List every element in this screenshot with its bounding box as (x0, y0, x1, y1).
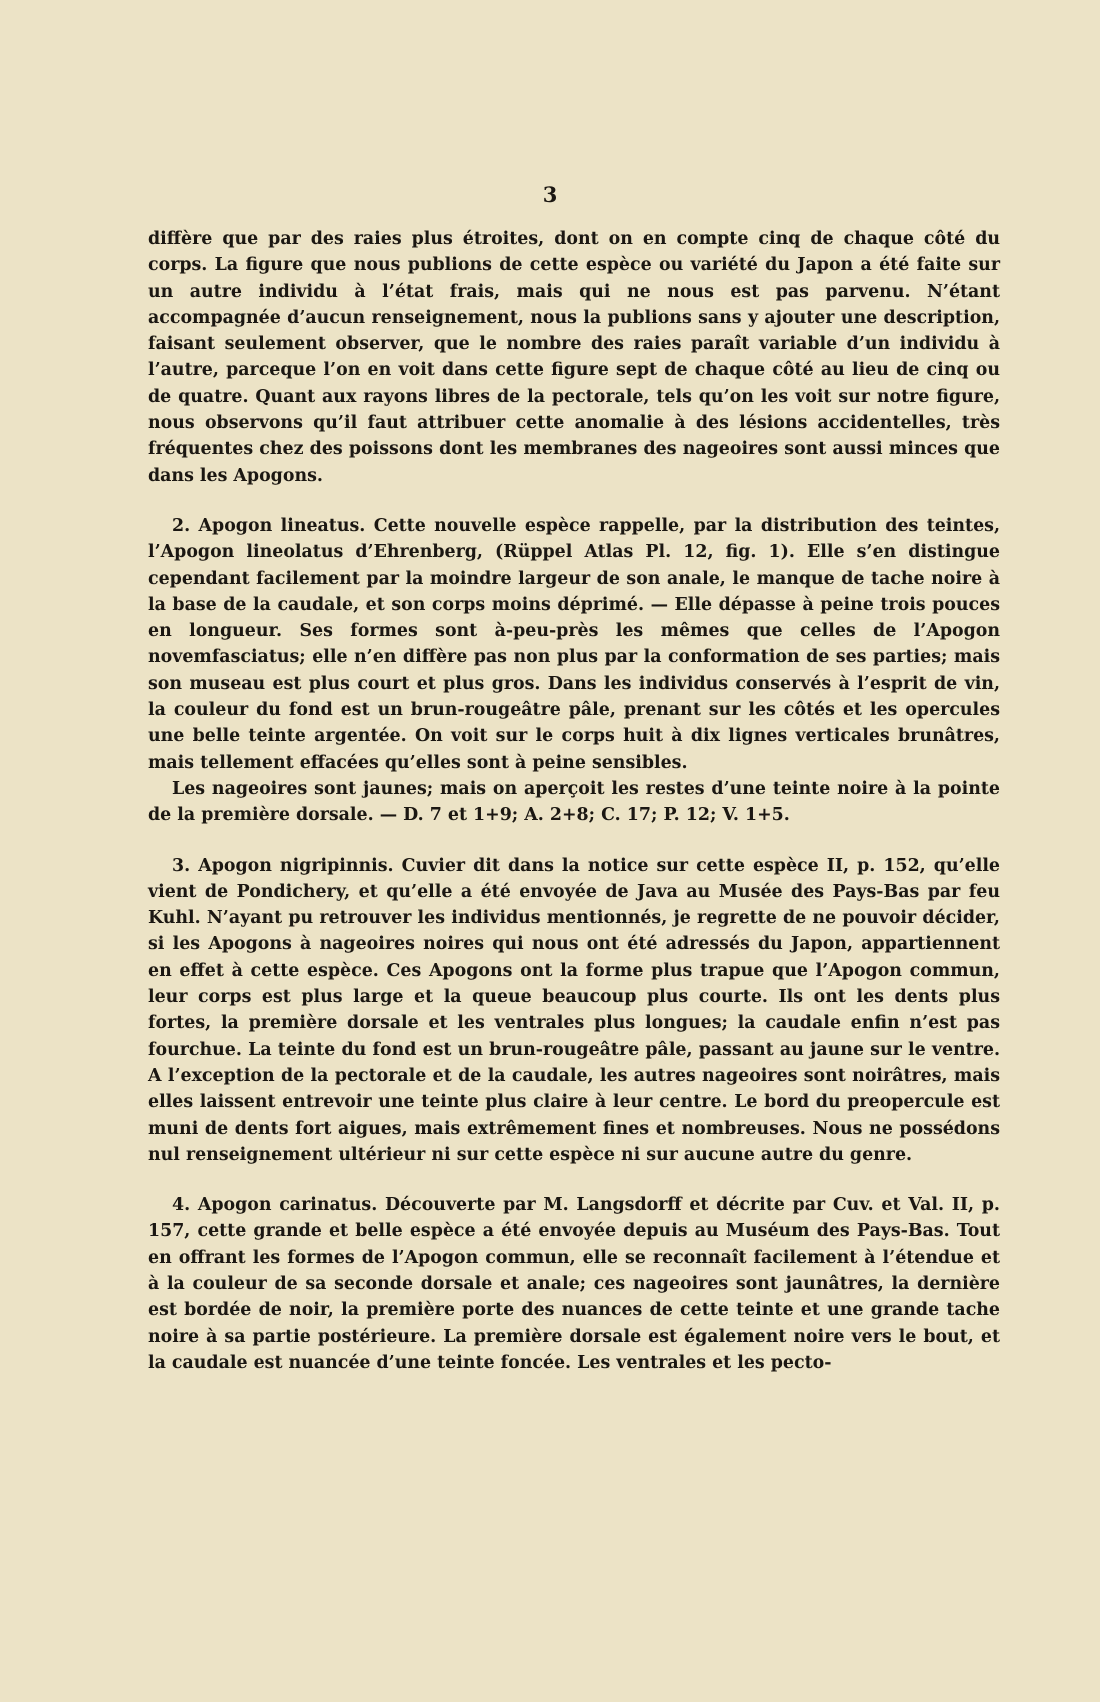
paragraph-apogon-nigripinnis: 3. Apogon nigripinnis. Cuvier dit dans la notice sur cette espèce II, p. 152, qu’elle vient de Pondichery, et qu’elle a été envoyée de Java au Musée des Pays-Bas par feu Kuhl. N’ayant pu retrouver les individus mentionnés, je regrette de ne pouvoir décider, si les Apogons à nageoires noires qui nous ont été adressés du Japon, appartiennent en effet à cette espèce. Ces Apogons ont la forme plus trapue que l’Apogon commun, leur corps est plus large et la queue beaucoup plus courte. Ils ont les dents plus fortes, la première dorsale et les ventrales plus longues; la caudale enfin n’est pas fourchue. La teinte du fond est un brun-rougeâtre pâle, passant au jaune sur le ventre. A l’exception de la pectorale et de la caudale, les autres nageoires sont noirâtres, mais elles laissent entrevoir une teinte plus claire à leur centre. Le bord du preopercule est muni de dents fort aigues, mais extrêmement fines et nombreuses. Nous ne possédons nul renseignement ultérieur ni sur cette espèce ni sur aucune autre du genre. (148, 855, 1000, 1165)
paragraph-continuation: diffère que par des raies plus étroites, dont on en compte cinq de chaque côté du corps. La figure que nous publions de cette espèce ou variété du Japon a été faite sur un autre individu à l’état frais, mais qui ne nous est pas parvenu. N’étant accompagnée d’aucun renseignement, nous la publions sans y ajouter une description, faisant seulement observer, que le nombre des raies paraît variable d’un individu à l’autre, parceque l’on en voit dans cette figure sept de chaque côté au lieu de cinq ou de quatre. Quant aux rayons libres de la pectorale, tels qu’on les voit sur notre figure, nous observons qu’il faut attribuer cette anomalie à des lésions accidentelles, très fréquentes chez des poissons dont les membranes des nageoires sont aussi minces que dans les Apogons. (148, 229, 1000, 486)
paragraph-apogon-carinatus: 4. Apogon carinatus. Découverte par M. Langsdorff et décrite par Cuv. et Val. II, p. 157, cette grande et belle espèce a été envoyée depuis au Muséum des Pays-Bas. Tout en offrant les formes de l’Apogon commun, elle se reconnaît facilement à l’étendue et à la couleur de sa seconde dorsale et anale; ces nageoires sont jaunâtres, la dernière est bordée de noir, la première porte des nuances de cette teinte et une grande tache noire à sa partie postérieure. La première dorsale est également noire vers le bout, et la caudale est nuancée d’une teinte foncée. Les ventrales et les pecto- (148, 1195, 1000, 1373)
paragraph-gap (148, 1168, 1000, 1192)
paragraph-apogon-lineatus: 2. Apogon lineatus. Cette nouvelle espèce rappelle, par la distribution des teintes, l’Apogon lineolatus d’Ehrenberg, (Rüppel Atlas Pl. 12, fig. 1). Elle s’en distingue cependant facilement par la moindre largeur de son anale, le manque de tache noire à la base de la caudale, et son corps moins déprimé. — Elle dépasse à peine trois pouces en longueur. Ses formes sont à-peu-près les mêmes que celles de l’Apogon novemfasciatus; elle n’en diffère pas non plus par la conformation de ses parties; mais son museau est plus court et plus gros. Dans les individus conservés à l’esprit de vin, la couleur du fond est un brun-rougeâtre pâle, prenant sur les côtés et les opercules une belle teinte argentée. On voit sur le corps huit à dix lignes verticales brunâtres, mais tellement effacées qu’elles sont à peine sensibles. (148, 515, 1000, 773)
body-text (148, 226, 1000, 1376)
paragraph-gap (148, 489, 1000, 513)
page-number: 3 (542, 182, 558, 207)
paragraph-gap (148, 829, 1000, 853)
paragraph-apogon-lineatus-fins: Les nageoires sont jaunes; mais on aperçoit les restes d’une teinte noire à la pointe de la première dorsale. — D. 7 et 1+9; A. 2+8; C. 17; P. 12; V. 1+5. (148, 778, 1000, 826)
